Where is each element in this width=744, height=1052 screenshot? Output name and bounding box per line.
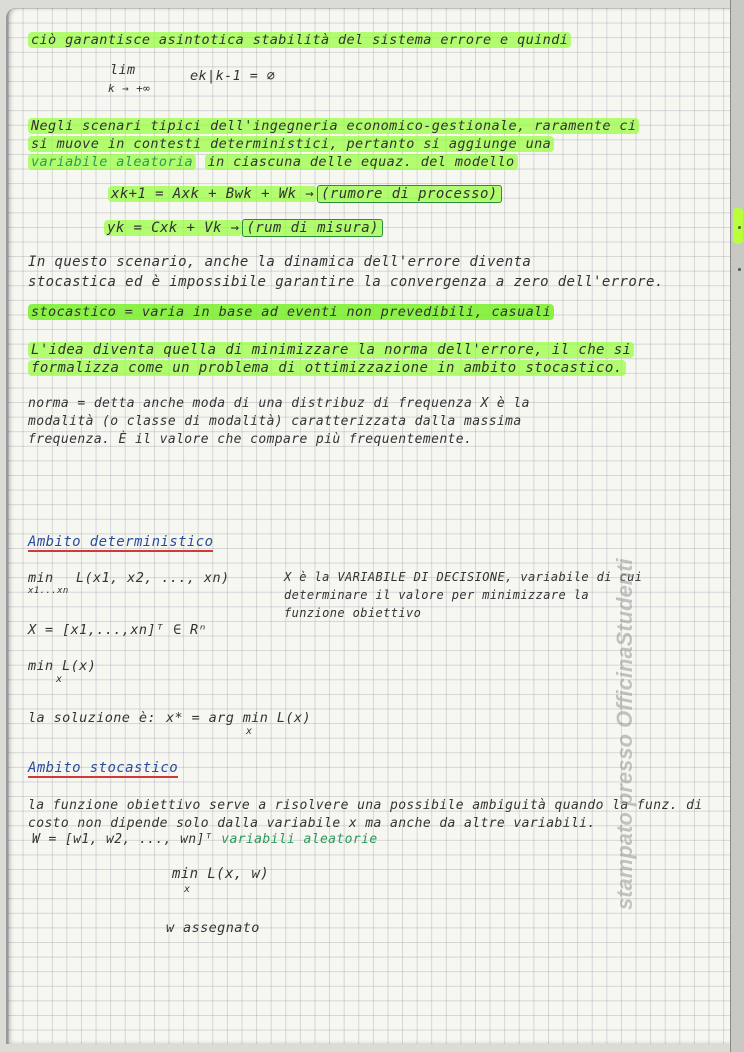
decision-vector: X = [x1,...,xn]ᵀ ∈ Rⁿ: [28, 622, 208, 638]
note-line: w assegnato: [166, 920, 260, 936]
note-line: X è la VARIABILE DI DECISIONE, variabile di cui: [284, 570, 643, 584]
bullet-dot: [738, 226, 741, 229]
note-line: frequenza. È il valore che compare più frequentemente.: [28, 432, 473, 447]
note-line: determinare il valore per minimizzare la: [284, 588, 589, 602]
bullet-dot: [738, 268, 741, 271]
note-line: [28, 32, 571, 48]
key-term: variabili aleatorie: [221, 832, 378, 847]
note-line: stocastica ed è impossibile garantire la convergenza a zero dell'errore.: [28, 274, 664, 290]
solution-expression: x* = arg min L(x): [166, 710, 311, 726]
section-heading: Ambito deterministico: [28, 534, 214, 550]
next-page-edge: [730, 0, 744, 1052]
note-line: la funzione obiettivo serve a risolvere una possibile ambiguità quando la funz. di: [28, 798, 703, 813]
note-line: norma = detta anche moda di una distribuz di frequenza X è la: [28, 396, 530, 411]
note-line: si muove in contesti deterministici, pertanto si aggiunge una: [28, 136, 554, 152]
note-line: costo non dipende solo dalla variabile x ma anche da altre variabili.: [28, 816, 596, 831]
limit-expression: ek|k-1 = ∅: [190, 68, 276, 84]
key-term: variabile aleatoria: [28, 154, 196, 170]
min-operator: min: [28, 570, 54, 586]
limit-operator: lim: [110, 62, 136, 78]
min-subscript: x: [56, 674, 63, 685]
definition-line: stocastico = varia in base ad eventi non prevedibili, casuali: [28, 304, 554, 320]
argmin-subscript: x: [246, 726, 253, 737]
limit-subscript: k → +∞: [108, 82, 151, 95]
section-heading: Ambito stocastico: [28, 760, 179, 776]
noise-vector: W = [w1, w2, ..., wn]ᵀ variabili aleatorie: [32, 832, 378, 847]
min-subscript: x1...xn: [28, 586, 69, 596]
min-expression: min L(x, w): [172, 866, 270, 882]
process-noise-label: (rumore di processo): [317, 185, 502, 203]
note-line: variabile aleatoria in ciascuna delle equaz. del modello: [28, 154, 518, 170]
state-equation: xk+1 = Axk + Bwk + Wk → (rumore di processo): [108, 186, 502, 202]
highlighted-text: ciò garantisce asintotica stabilità del sistema errore e quindi: [28, 32, 571, 48]
min-subscript: x: [184, 884, 191, 895]
note-line: L'idea diventa quella di minimizzare la norma dell'errore, il che si: [28, 342, 634, 358]
note-line: Negli scenari tipici dell'ingegneria economico-gestionale, raramente ci: [28, 118, 639, 134]
note-line: formalizza come un problema di ottimizzazione in ambito stocastico.: [28, 360, 626, 376]
output-equation: yk = Cxk + Vk → (rum di misura): [104, 220, 383, 236]
note-line: modalità (o classe di modalità) caratterizzata dalla massima: [28, 414, 522, 429]
min-expression: min L(x): [28, 658, 97, 674]
note-line: In questo scenario, anche la dinamica dell'errore diventa: [28, 254, 532, 270]
watermark: stampato presso OfficinaStudenti: [612, 558, 637, 910]
note-line: funzione obiettivo: [284, 606, 422, 620]
solution-label: la soluzione è:: [28, 710, 156, 726]
measurement-noise-label: (rum di misura): [242, 219, 382, 237]
objective-function: L(x1, x2, ..., xn): [76, 570, 230, 586]
